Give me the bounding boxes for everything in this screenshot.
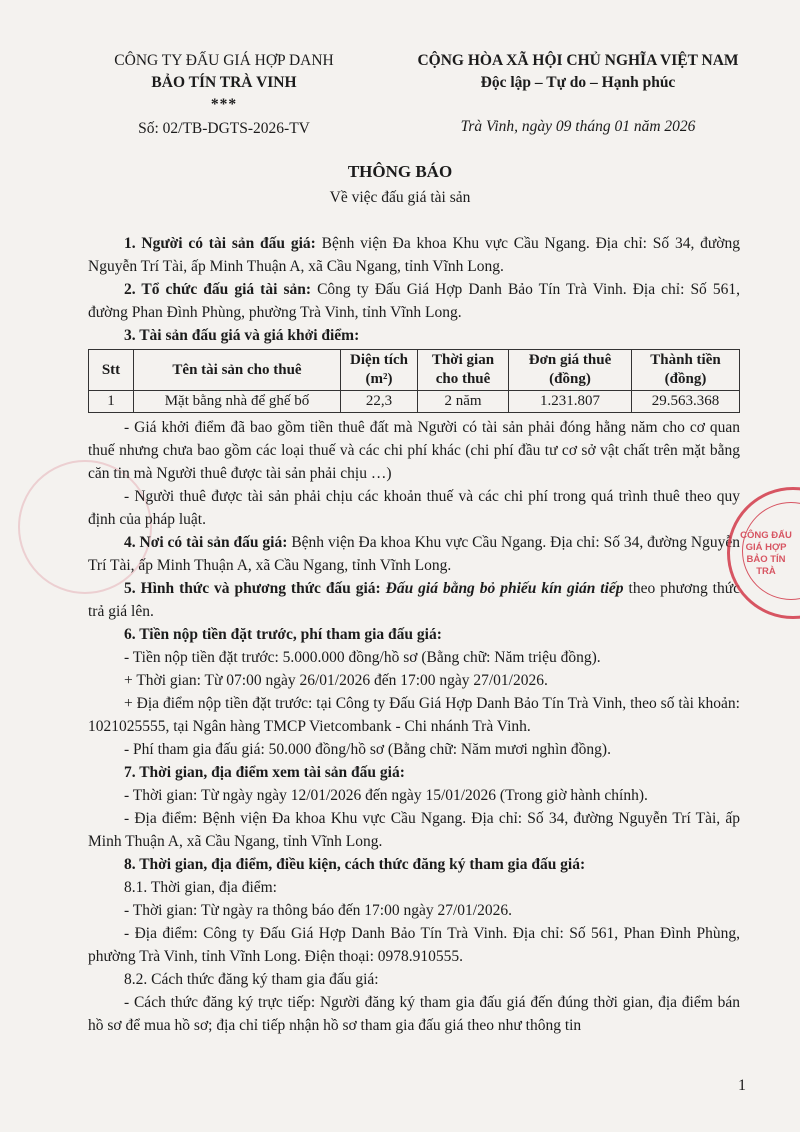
section-1 (88, 232, 740, 278)
section-8-2-line-1: - Cách thức đăng ký trực tiếp: Người đăng ký tham gia đấu giá đến đúng thời gian, địa điểm bán hồ sơ để mua hồ sơ; địa chỉ tiếp nhận hồ sơ tham gia đấu giá theo như thông tin (88, 994, 740, 1034)
section-5-label: 5. Hình thức và phương thức đấu giá: (124, 580, 381, 597)
seal-text: CÔNG ĐẤU GIÁ HỢP BẢO TÍN TRÀ (740, 530, 792, 577)
section-6-line-3: + Địa điểm nộp tiền đặt trước: tại Công ty Đấu Giá Hợp Danh Bảo Tín Trà Vinh, theo số tài khoản: 1021025555, tại Ngân hàng TMCP Vietcombank - Chi nhánh Trà Vinh. (88, 695, 740, 735)
section-8-1-line-1: - Thời gian: Từ ngày ra thông báo đến 17:00 ngày 27/01/2026. (124, 902, 512, 919)
section-5 (88, 577, 740, 623)
section-4-text: Bệnh viện Đa khoa Khu vực Cầu Ngang. Địa chỉ: Số 34, đường Nguyễn Trí Tài, ấp Minh Thuận A, xã Cầu Ngang, tỉnh Vĩnh Long. (88, 534, 740, 574)
asset-table (88, 349, 740, 413)
table-cell: 29.563.368 (632, 391, 740, 413)
section-1-label: 1. Người có tài sản đấu giá: (124, 235, 316, 252)
section-4 (88, 531, 740, 577)
section-6-line-4: - Phí tham gia đấu giá: 50.000 đồng/hồ sơ (Bằng chữ: Năm mươi nghìn đồng). (124, 741, 611, 758)
table-header-cell: Diện tích (m²) (341, 350, 418, 391)
section-2 (88, 278, 740, 324)
section-7-line-1: - Thời gian: Từ ngày ngày 12/01/2026 đến ngày 15/01/2026 (Trong giờ hành chính). (124, 787, 648, 804)
national-header (368, 50, 788, 138)
table-cell: Mặt bằng nhà để ghế bố (134, 391, 341, 413)
section-8-label: 8. Thời gian, địa điểm, điều kiện, cách thức đăng ký tham gia đấu giá: (124, 856, 586, 873)
org-name-line2: BẢO TÍN TRÀ VINH (151, 74, 297, 91)
section-4-label: 4. Nơi có tài sản đấu giá: (124, 534, 288, 551)
organization-header (74, 50, 374, 140)
table-header-row (89, 350, 740, 391)
org-name-line1: CÔNG TY ĐẤU GIÁ HỢP DANH (114, 52, 334, 69)
section-3-note-1: - Giá khởi điểm đã bao gồm tiền thuê đất mà Người có tài sản phải đóng hằng năm cho cơ quan thuế nhưng chưa bao gồm các loại thuế và các chi phí khác (chi phí đầu tư cơ sở vật chất trên mặt bằng căn tin mà Người thuê được tài sản phải chịu …) (88, 419, 740, 482)
section-8-1-line-2: - Địa điểm: Công ty Đấu Giá Hợp Danh Bảo Tín Trà Vinh. Địa chỉ: Số 561, Phan Đình Phùng, phường Trà Vinh, tỉnh Vĩnh Long. Điện thoại: 0978.910555. (88, 925, 740, 965)
section-3-note-2: - Người thuê được tài sản phải chịu các khoản thuế và các chi phí trong quá trình thuê theo quy định của pháp luật. (88, 488, 740, 528)
table-cell: 1.231.807 (509, 391, 632, 413)
table-header-cell: Stt (89, 350, 134, 391)
section-5-tail: theo phương thức trả giá lên. (88, 580, 741, 620)
section-2-label: 2. Tổ chức đấu giá tài sản: (124, 281, 312, 298)
table-cell: 22,3 (341, 391, 418, 413)
document-body (88, 232, 740, 1037)
document-subtitle: Về việc đấu giá tài sản (329, 189, 471, 206)
document-title: THÔNG BÁO (347, 162, 453, 181)
section-2-text: Công ty Đấu Giá Hợp Danh Bảo Tín Trà Vinh. Địa chỉ: Số 561, đường Phan Đình Phùng, phường Trà Vinh, tỉnh Vĩnh Long. (88, 281, 740, 321)
table-cell: 2 năm (418, 391, 509, 413)
org-stars: *** (210, 96, 238, 113)
place-date: Trà Vinh, ngày 09 tháng 01 năm 2026 (460, 118, 696, 135)
page-number: 1 (738, 1077, 746, 1094)
document-number: Số: 02/TB-DGTS-2026-TV (138, 120, 310, 137)
table-row (89, 391, 740, 413)
section-1-text: Bệnh viện Đa khoa Khu vực Cầu Ngang. Địa chỉ: Số 34, đường Nguyễn Trí Tài, ấp Minh Thuận A, xã Cầu Ngang, tỉnh Vĩnh Long. (88, 235, 741, 275)
section-3-label: 3. Tài sản đấu giá và giá khởi điểm: (124, 327, 360, 344)
table-header-cell: Đơn giá thuê (đồng) (509, 350, 632, 391)
section-8-2-label: 8.2. Cách thức đăng ký tham gia đấu giá: (124, 971, 379, 988)
section-6-label: 6. Tiền nộp tiền đặt trước, phí tham gia đấu giá: (124, 626, 442, 643)
section-7-label: 7. Thời gian, địa điểm xem tài sản đấu giá: (124, 764, 405, 781)
section-7-line-2: - Địa điểm: Bệnh viện Đa khoa Khu vực Cầu Ngang. Địa chỉ: Số 34, đường Nguyễn Trí Tài, ấp Minh Thuận A, xã Cầu Ngang, tỉnh Vĩnh Long. (88, 810, 740, 850)
table-header-cell: Thành tiền (đồng) (632, 350, 740, 391)
table-cell: 1 (89, 391, 134, 413)
national-motto: Độc lập – Tự do – Hạnh phúc (480, 74, 676, 91)
table-header-cell: Thời gian cho thuê (418, 350, 509, 391)
section-6-line-2: + Thời gian: Từ 07:00 ngày 26/01/2026 đến 17:00 ngày 27/01/2026. (124, 672, 548, 689)
section-5-text: Đấu giá bằng bỏ phiếu kín gián tiếp (380, 580, 624, 597)
section-8-1-label: 8.1. Thời gian, địa điểm: (124, 879, 277, 896)
section-6-line-1: - Tiền nộp tiền đặt trước: 5.000.000 đồng/hồ sơ (Bằng chữ: Năm triệu đồng). (124, 649, 601, 666)
nation-title: CỘNG HÒA XÃ HỘI CHỦ NGHĨA VIỆT NAM (417, 52, 739, 69)
table-header-cell: Tên tài sản cho thuê (134, 350, 341, 391)
